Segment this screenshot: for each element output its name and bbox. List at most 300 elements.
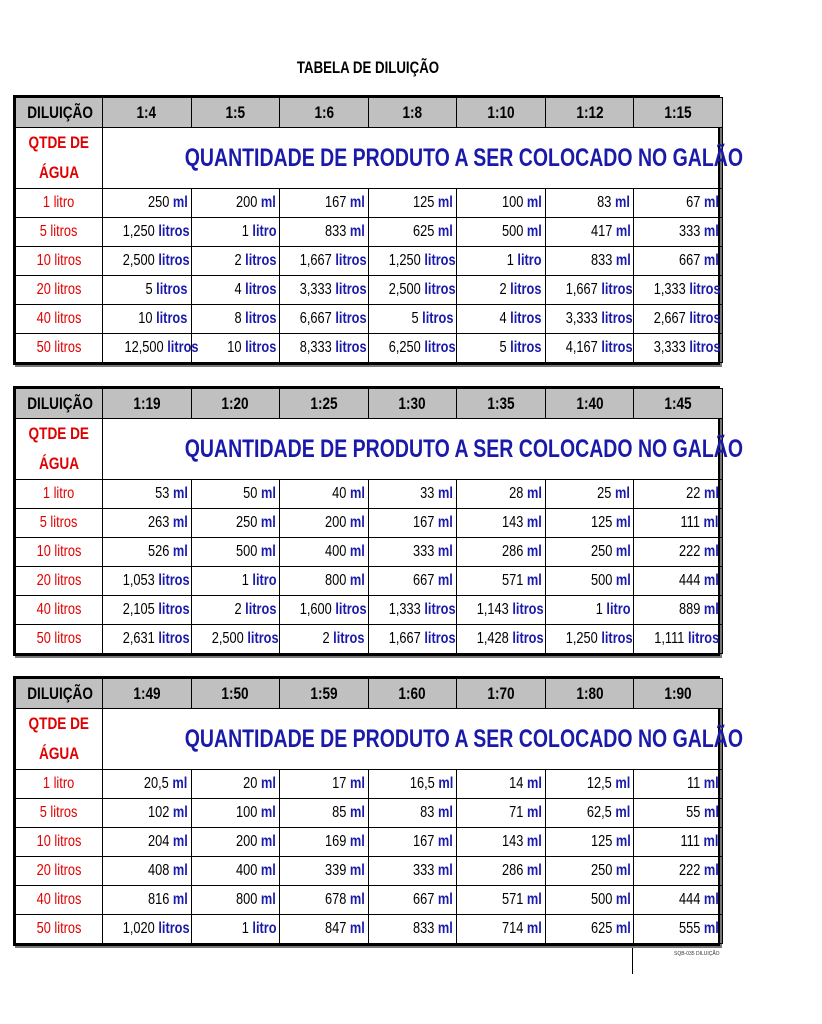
product-amount-cell: [280, 276, 369, 305]
product-amount-cell: [368, 276, 457, 305]
amount-unit: ml: [261, 833, 277, 850]
amount-value: 222: [679, 862, 701, 879]
ratio-header-cell: [280, 98, 369, 128]
product-amount-cell: [457, 189, 546, 218]
amount-unit: ml: [438, 833, 454, 850]
amount-unit: ml: [615, 252, 631, 269]
product-amount-cell: [280, 915, 369, 944]
ratio-label: 1:59: [310, 683, 338, 703]
amount-value: 40: [331, 485, 347, 502]
ratio-header-cell: [634, 679, 723, 709]
amount-unit: litros: [424, 630, 456, 647]
amount-unit: ml: [438, 572, 454, 589]
product-amount-cell: [634, 276, 723, 305]
ratio-header-cell: [368, 679, 457, 709]
amount-value: 143: [501, 514, 524, 531]
product-amount-cell: [545, 886, 634, 915]
amount-value: 85: [331, 804, 347, 821]
amount-value: 83: [420, 804, 435, 821]
ratio-label: 1:70: [487, 683, 515, 703]
amount-value: 14: [509, 775, 524, 792]
product-amount-cell: [457, 567, 546, 596]
dilution-table-1: [13, 95, 744, 365]
table-row: [16, 828, 723, 857]
amount-unit: ml: [438, 223, 454, 240]
product-quantity-banner: [103, 709, 744, 770]
ratio-label: 1:90: [664, 683, 692, 703]
amount-unit: litros: [689, 310, 721, 327]
amount-unit: ml: [704, 485, 719, 502]
amount-unit: ml: [615, 920, 631, 937]
product-amount-cell: [634, 625, 723, 654]
amount-value: 62,5: [586, 804, 612, 821]
amount-unit: litros: [156, 310, 188, 327]
amount-value: 12,5: [586, 775, 612, 792]
product-amount-cell: [368, 625, 457, 654]
amount-value: 53: [154, 485, 170, 502]
page-title: TABELA DE DILUIÇÃO: [296, 58, 440, 77]
amount-value: 408: [147, 862, 170, 879]
water-quantity-header: [16, 709, 103, 770]
amount-unit: ml: [349, 891, 365, 908]
amount-value: 17: [331, 775, 347, 792]
product-amount-cell: [457, 596, 546, 625]
amount-unit: litros: [158, 252, 190, 269]
amount-unit: ml: [526, 485, 542, 502]
amount-unit: ml: [261, 543, 277, 560]
amount-unit: litros: [335, 601, 367, 618]
product-amount-cell: [368, 538, 457, 567]
amount-value: 3,333: [654, 339, 687, 356]
amount-unit: ml: [172, 775, 188, 792]
product-amount-cell: [103, 567, 192, 596]
amount-unit: ml: [615, 775, 631, 792]
product-amount-cell: [545, 799, 634, 828]
amount-value: 1: [241, 920, 249, 937]
amount-value: 5: [145, 281, 153, 298]
product-amount-cell: [103, 538, 192, 567]
qtde-label-line2: ÁGUA: [38, 744, 80, 763]
amount-value: 333: [413, 543, 435, 560]
water-volume-cell: [16, 567, 103, 596]
amount-value: 143: [501, 833, 524, 850]
amount-value: 125: [413, 194, 435, 211]
amount-unit: litros: [424, 281, 456, 298]
amount-value: 200: [324, 514, 347, 531]
product-amount-cell: [634, 567, 723, 596]
amount-unit: ml: [261, 891, 277, 908]
water-quantity-header: [16, 128, 103, 189]
amount-value: 2,500: [122, 252, 155, 269]
amount-unit: litros: [689, 281, 721, 298]
product-amount-cell: [103, 218, 192, 247]
product-amount-cell: [103, 596, 192, 625]
amount-value: 444: [679, 572, 701, 589]
product-amount-cell: [634, 480, 723, 509]
ratio-header-row: [16, 389, 723, 419]
water-volume-label: 1 litro: [43, 485, 75, 502]
dilution-table-3: [13, 676, 744, 946]
amount-unit: litros: [512, 601, 544, 618]
dilution-table: [15, 388, 744, 654]
product-amount-cell: [280, 596, 369, 625]
amount-value: 400: [236, 862, 258, 879]
amount-unit: litros: [244, 310, 277, 327]
amount-unit: litros: [244, 252, 277, 269]
amount-value: 125: [590, 833, 612, 850]
product-amount-cell: [103, 247, 192, 276]
amount-value: 667: [413, 572, 435, 589]
water-volume-cell: [16, 247, 103, 276]
table-row: [16, 596, 723, 625]
amount-value: 571: [501, 891, 524, 908]
amount-unit: litros: [246, 630, 279, 647]
ratio-label: 1:80: [575, 683, 604, 703]
water-volume-cell: [16, 596, 103, 625]
amount-value: 167: [413, 514, 435, 531]
amount-unit: ml: [704, 572, 719, 589]
table-row: [16, 567, 723, 596]
product-amount-cell: [191, 770, 280, 799]
product-amount-cell: [103, 915, 192, 944]
amount-value: 526: [147, 543, 170, 560]
dilution-header-label: DILUIÇÃO: [27, 393, 93, 413]
amount-unit: ml: [704, 804, 719, 821]
amount-value: 3,333: [565, 310, 598, 327]
amount-value: 500: [501, 223, 524, 240]
ratio-label: 1:49: [133, 683, 161, 703]
amount-value: 200: [236, 194, 258, 211]
amount-value: 800: [236, 891, 258, 908]
quantity-banner-row: [16, 709, 723, 770]
ratio-header-cell: [545, 389, 634, 419]
amount-value: 1: [241, 223, 249, 240]
product-amount-cell: [368, 567, 457, 596]
water-volume-label: 50 litros: [36, 339, 82, 356]
ratio-label: 1:4: [136, 102, 157, 122]
amount-value: 625: [413, 223, 435, 240]
product-amount-cell: [457, 770, 546, 799]
amount-value: 1,250: [122, 223, 155, 240]
table-row: [16, 480, 723, 509]
product-amount-cell: [191, 596, 280, 625]
amount-unit: ml: [526, 920, 542, 937]
product-amount-cell: [280, 828, 369, 857]
amount-unit: litro: [517, 252, 542, 269]
product-amount-cell: [191, 915, 280, 944]
product-amount-cell: [191, 334, 280, 363]
product-amount-cell: [368, 247, 457, 276]
amount-unit: ml: [704, 194, 719, 211]
amount-unit: ml: [704, 891, 719, 908]
product-amount-cell: [368, 596, 457, 625]
quantity-banner-row: [16, 419, 723, 480]
amount-value: 12,500: [124, 339, 164, 356]
amount-value: 204: [147, 833, 170, 850]
product-amount-cell: [457, 799, 546, 828]
ratio-header-row: [16, 98, 723, 128]
amount-value: 22: [686, 485, 701, 502]
amount-unit: ml: [438, 891, 454, 908]
product-amount-cell: [545, 770, 634, 799]
product-amount-cell: [368, 857, 457, 886]
banner-text: QUANTIDADE DE PRODUTO A SER COLOCADO NO GALÃO: [184, 434, 744, 463]
product-amount-cell: [280, 857, 369, 886]
amount-value: 25: [597, 485, 612, 502]
ratio-label: 1:50: [221, 683, 249, 703]
product-amount-cell: [280, 886, 369, 915]
product-amount-cell: [191, 509, 280, 538]
product-quantity-banner: [103, 419, 744, 480]
water-volume-cell: [16, 915, 103, 944]
water-volume-label: 1 litro: [43, 194, 75, 211]
water-volume-cell: [16, 334, 103, 363]
amount-value: 2,500: [211, 630, 244, 647]
ratio-label: 1:6: [314, 102, 334, 122]
amount-unit: litros: [510, 310, 542, 327]
product-amount-cell: [280, 799, 369, 828]
amount-unit: ml: [704, 223, 719, 240]
product-amount-cell: [280, 305, 369, 334]
amount-value: 10: [138, 310, 153, 327]
product-amount-cell: [634, 828, 723, 857]
product-amount-cell: [545, 915, 634, 944]
ratio-header-cell: [457, 389, 546, 419]
product-amount-cell: [191, 480, 280, 509]
amount-value: 100: [236, 804, 258, 821]
water-volume-cell: [16, 538, 103, 567]
amount-unit: litros: [156, 281, 188, 298]
table-row: [16, 886, 723, 915]
amount-unit: ml: [526, 194, 542, 211]
amount-value: 250: [590, 543, 612, 560]
amount-value: 20,5: [144, 775, 170, 792]
amount-value: 1: [241, 572, 249, 589]
amount-value: 500: [590, 891, 612, 908]
amount-unit: ml: [172, 485, 188, 502]
product-amount-cell: [368, 334, 457, 363]
amount-unit: ml: [526, 223, 542, 240]
amount-unit: ml: [526, 775, 542, 792]
dilution-header-cell: [16, 679, 103, 709]
amount-value: 2: [322, 630, 330, 647]
product-amount-cell: [545, 596, 634, 625]
product-amount-cell: [545, 334, 634, 363]
product-amount-cell: [191, 305, 280, 334]
product-amount-cell: [634, 538, 723, 567]
product-amount-cell: [457, 334, 546, 363]
amount-unit: ml: [349, 920, 365, 937]
water-volume-cell: [16, 480, 103, 509]
amount-unit: ml: [526, 543, 542, 560]
amount-value: 1,428: [476, 630, 510, 647]
table-row: [16, 538, 723, 567]
amount-unit: litros: [424, 601, 456, 618]
dilution-header-label: DILUIÇÃO: [27, 683, 93, 703]
ratio-label: 1:10: [487, 102, 515, 122]
amount-unit: litros: [244, 339, 277, 356]
amount-unit: litros: [601, 630, 633, 647]
product-amount-cell: [634, 218, 723, 247]
ratio-header-cell: [545, 98, 634, 128]
water-volume-label: 10 litros: [36, 543, 82, 560]
amount-unit: litros: [167, 339, 199, 356]
amount-unit: ml: [261, 514, 277, 531]
product-amount-cell: [634, 247, 723, 276]
water-volume-cell: [16, 218, 103, 247]
amount-value: 3,333: [299, 281, 332, 298]
amount-value: 417: [590, 223, 612, 240]
ratio-header-cell: [368, 389, 457, 419]
product-amount-cell: [280, 480, 369, 509]
amount-unit: litros: [158, 920, 190, 937]
product-amount-cell: [457, 276, 546, 305]
ratio-label: 1:25: [310, 393, 338, 413]
ratio-header-cell: [191, 389, 280, 419]
amount-value: 1,111: [653, 630, 685, 647]
amount-value: 1: [595, 601, 603, 618]
table-row: [16, 857, 723, 886]
amount-unit: ml: [172, 514, 188, 531]
amount-value: 2: [234, 601, 242, 618]
dilution-header-label: DILUIÇÃO: [27, 102, 93, 122]
amount-value: 1,143: [476, 601, 510, 618]
product-amount-cell: [634, 334, 723, 363]
amount-unit: ml: [172, 543, 188, 560]
water-volume-cell: [16, 886, 103, 915]
ratio-label: 1:19: [133, 393, 161, 413]
amount-value: 1,667: [388, 630, 421, 647]
water-volume-label: 10 litros: [36, 833, 82, 850]
amount-unit: litros: [601, 310, 633, 327]
product-amount-cell: [368, 799, 457, 828]
amount-value: 11: [687, 775, 701, 792]
ratio-header-cell: [280, 389, 369, 419]
amount-value: 1,333: [388, 601, 421, 618]
water-volume-label: 40 litros: [36, 601, 82, 618]
amount-value: 678: [324, 891, 347, 908]
table-row: [16, 915, 723, 944]
amount-unit: ml: [526, 891, 542, 908]
product-amount-cell: [280, 334, 369, 363]
amount-unit: litros: [424, 252, 456, 269]
ratio-label: 1:35: [487, 393, 515, 413]
product-amount-cell: [280, 538, 369, 567]
amount-unit: litros: [158, 630, 190, 647]
amount-value: 250: [590, 862, 612, 879]
amount-value: 714: [501, 920, 524, 937]
product-amount-cell: [634, 857, 723, 886]
product-amount-cell: [545, 218, 634, 247]
product-amount-cell: [103, 189, 192, 218]
product-amount-cell: [457, 509, 546, 538]
product-amount-cell: [103, 799, 192, 828]
amount-unit: litros: [244, 601, 277, 618]
amount-value: 2,105: [122, 601, 155, 618]
banner-text: QUANTIDADE DE PRODUTO A SER COLOCADO NO GALÃO: [184, 724, 744, 753]
dilution-table: [15, 97, 744, 363]
water-volume-cell: [16, 857, 103, 886]
table-row: [16, 218, 723, 247]
amount-value: 33: [420, 485, 435, 502]
product-amount-cell: [634, 189, 723, 218]
amount-value: 71: [509, 804, 524, 821]
product-amount-cell: [191, 189, 280, 218]
amount-unit: litros: [510, 281, 542, 298]
dilution-table: [15, 678, 744, 944]
water-volume-label: 5 litros: [40, 223, 78, 240]
table-row: [16, 247, 723, 276]
ratio-label: 1:15: [664, 102, 692, 122]
amount-value: 1,250: [388, 252, 421, 269]
amount-value: 1,020: [122, 920, 155, 937]
amount-value: 1,333: [654, 281, 687, 298]
product-amount-cell: [457, 218, 546, 247]
amount-value: 16,5: [409, 775, 435, 792]
amount-unit: ml: [261, 775, 277, 792]
amount-unit: ml: [172, 194, 188, 211]
product-amount-cell: [191, 886, 280, 915]
product-amount-cell: [280, 247, 369, 276]
amount-value: 2: [234, 252, 242, 269]
amount-unit: ml: [704, 601, 719, 618]
water-volume-label: 50 litros: [36, 920, 82, 937]
amount-unit: litros: [424, 339, 456, 356]
product-amount-cell: [634, 596, 723, 625]
product-amount-cell: [280, 189, 369, 218]
product-amount-cell: [634, 915, 723, 944]
table-row: [16, 276, 723, 305]
product-amount-cell: [280, 567, 369, 596]
qtde-label-line2: ÁGUA: [38, 163, 80, 182]
amount-unit: ml: [526, 514, 542, 531]
amount-value: 67: [686, 194, 701, 211]
amount-unit: ml: [438, 862, 454, 879]
water-volume-label: 40 litros: [36, 891, 82, 908]
water-volume-label: 20 litros: [36, 281, 82, 298]
qtde-label-line2: ÁGUA: [38, 454, 80, 473]
amount-value: 833: [590, 252, 612, 269]
product-amount-cell: [280, 625, 369, 654]
ratio-label: 1:20: [221, 393, 249, 413]
water-volume-cell: [16, 189, 103, 218]
amount-value: 4: [234, 281, 242, 298]
amount-unit: litro: [251, 920, 277, 937]
ratio-header-cell: [545, 679, 634, 709]
amount-unit: ml: [704, 252, 719, 269]
amount-unit: ml: [349, 833, 365, 850]
amount-unit: ml: [704, 920, 719, 937]
product-amount-cell: [545, 625, 634, 654]
amount-unit: ml: [615, 862, 631, 879]
product-amount-cell: [545, 509, 634, 538]
water-volume-cell: [16, 305, 103, 334]
amount-value: 339: [324, 862, 347, 879]
amount-unit: ml: [349, 572, 365, 589]
product-amount-cell: [368, 886, 457, 915]
water-volume-label: 5 litros: [40, 514, 78, 531]
ratio-label: 1:8: [402, 102, 423, 122]
table-row: [16, 305, 723, 334]
ratio-header-cell: [368, 98, 457, 128]
product-amount-cell: [280, 218, 369, 247]
amount-unit: ml: [438, 775, 454, 792]
ratio-header-cell: [191, 679, 280, 709]
ratio-header-cell: [280, 679, 369, 709]
amount-unit: litros: [687, 630, 719, 647]
product-amount-cell: [191, 276, 280, 305]
amount-unit: ml: [172, 891, 188, 908]
